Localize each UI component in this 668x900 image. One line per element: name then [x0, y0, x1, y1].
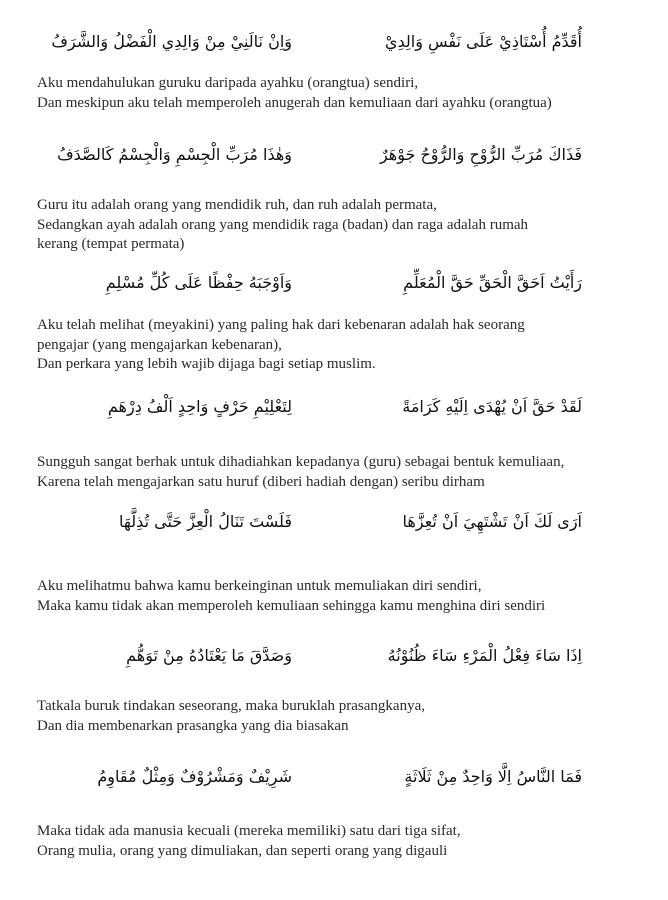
translation-3 [37, 316, 637, 375]
verse-second-hemistich: وَصَدَّقَ مَا يَعْتَادُهُ مِنْ تَوَهُّمِ [126, 646, 292, 665]
translation-line: Dan meskipun aku telah memperoleh anugerah dan kemuliaan dari ayahku (orangtua) [37, 94, 552, 111]
translation-2 [37, 196, 637, 255]
translation-line: Orang mulia, orang yang dimuliakan, dan seperti orang yang digauli [37, 842, 448, 859]
translation-line: pengajar (yang mengajarkan kebenaran), [37, 336, 282, 353]
verse-first-hemistich: لَقَدْ حَقَّ اَنْ يُهْدَى اِلَيْهِ كَرَامَةً [402, 397, 582, 416]
verse-first-hemistich: اِذَا سَاءَ فِعْلُ الْمَرْءِ سَاءَ ظُنُوْنُهُ [387, 646, 582, 665]
verse-first-hemistich: فَذَاكَ مُرَبِّ الرُّوْحِ وَالرُّوْحُ جَوْهَرٌ [379, 145, 582, 164]
translation-line: Dan dia membenarkan prasangka yang dia biasakan [37, 717, 349, 734]
verse-second-hemistich: فَلَسْتَ تَنَالُ الْعِزَّ حَتَّى تُذِلَّهَا [119, 512, 292, 531]
translation-line: Aku mendahulukan guruku daripada ayahku (orangtua) sendiri, [37, 75, 419, 91]
verse-first-hemistich: فَمَا النَّاسُ اِلَّا وَاحِدٌ مِنْ ثَلَاثَةٍ [404, 767, 582, 786]
translation-6 [37, 697, 637, 736]
translation-line: Dan perkara yang lebih wajib dijaga bagi setiap muslim. [37, 356, 376, 372]
verse-6 [0, 641, 640, 675]
verse-first-hemistich: رَأَيْتُ اَحَقَّ الْحَقِّ حَقَّ الْمُعَلِّمِ [403, 273, 582, 292]
verse-second-hemistich: وَاِنْ نَالَنِيْ مِنْ وَالِدِي الْفَضْلُ وَالشَّرَفُ [51, 32, 292, 51]
verse-first-hemistich: أُقَدِّمُ أُسْتَاذِيْ عَلَى نَفْسِ وَالِدِيْ [384, 32, 582, 51]
verse-5 [0, 507, 640, 541]
verse-4 [0, 392, 640, 426]
translation-4 [37, 453, 637, 492]
translation-line: kerang (tempat permata) [37, 236, 185, 252]
translation-1 [37, 74, 637, 113]
verse-1 [0, 27, 640, 61]
translation-line: Sedangkan ayah adalah orang yang mendidik raga (badan) dan raga adalah rumah [37, 216, 529, 233]
verse-second-hemistich: شَرِيْفٌ وَمَشْرُوْفٌ وَمِثْلٌ مُقَاوِمُ [97, 767, 292, 786]
verse-second-hemistich: وَهٰذَا مُرَبِّ الْجِسْمِ وَالْجِسْمُ كَالصَّدَفُ [57, 145, 292, 164]
verse-first-hemistich: اَرَى لَكَ اَنْ تَشْتَهِيَ اَنْ تُعِزَّهَا [402, 512, 582, 531]
translation-5 [37, 577, 637, 616]
verse-2 [0, 140, 640, 174]
translation-line: Tatkala buruk tindakan seseorang, maka buruklah prasangkanya, [37, 698, 425, 714]
translation-line: Maka kamu tidak akan memperoleh kemuliaan sehingga kamu menghina diri sendiri [37, 597, 546, 614]
translation-line: Sungguh sangat berhak untuk dihadiahkan kepadanya (guru) sebagai bentuk kemuliaan, [37, 454, 565, 470]
verse-second-hemistich: وَاَوْجَبَهُ حِفْظًا عَلَى كُلِّ مُسْلِمِ [105, 273, 292, 292]
translation-line: Maka tidak ada manusia kecuali (mereka memiliki) satu dari tiga sifat, [37, 823, 461, 839]
translation-7 [37, 822, 637, 861]
translation-line: Guru itu adalah orang yang mendidik ruh, dan ruh adalah permata, [37, 197, 437, 213]
translation-line: Aku melihatmu bahwa kamu berkeinginan untuk memuliakan diri sendiri, [37, 578, 482, 594]
translation-line: Aku telah melihat (meyakini) yang paling hak dari kebenaran adalah hak seorang [37, 317, 525, 333]
verse-3 [0, 268, 640, 302]
verse-second-hemistich: لِتَعْلِيْمِ حَرْفٍ وَاحِدٍ اَلْفُ دِرْهَمِ [107, 397, 292, 416]
translation-line: Karena telah mengajarkan satu huruf (diberi hadiah dengan) seribu dirham [37, 473, 485, 490]
verse-7 [0, 762, 640, 796]
